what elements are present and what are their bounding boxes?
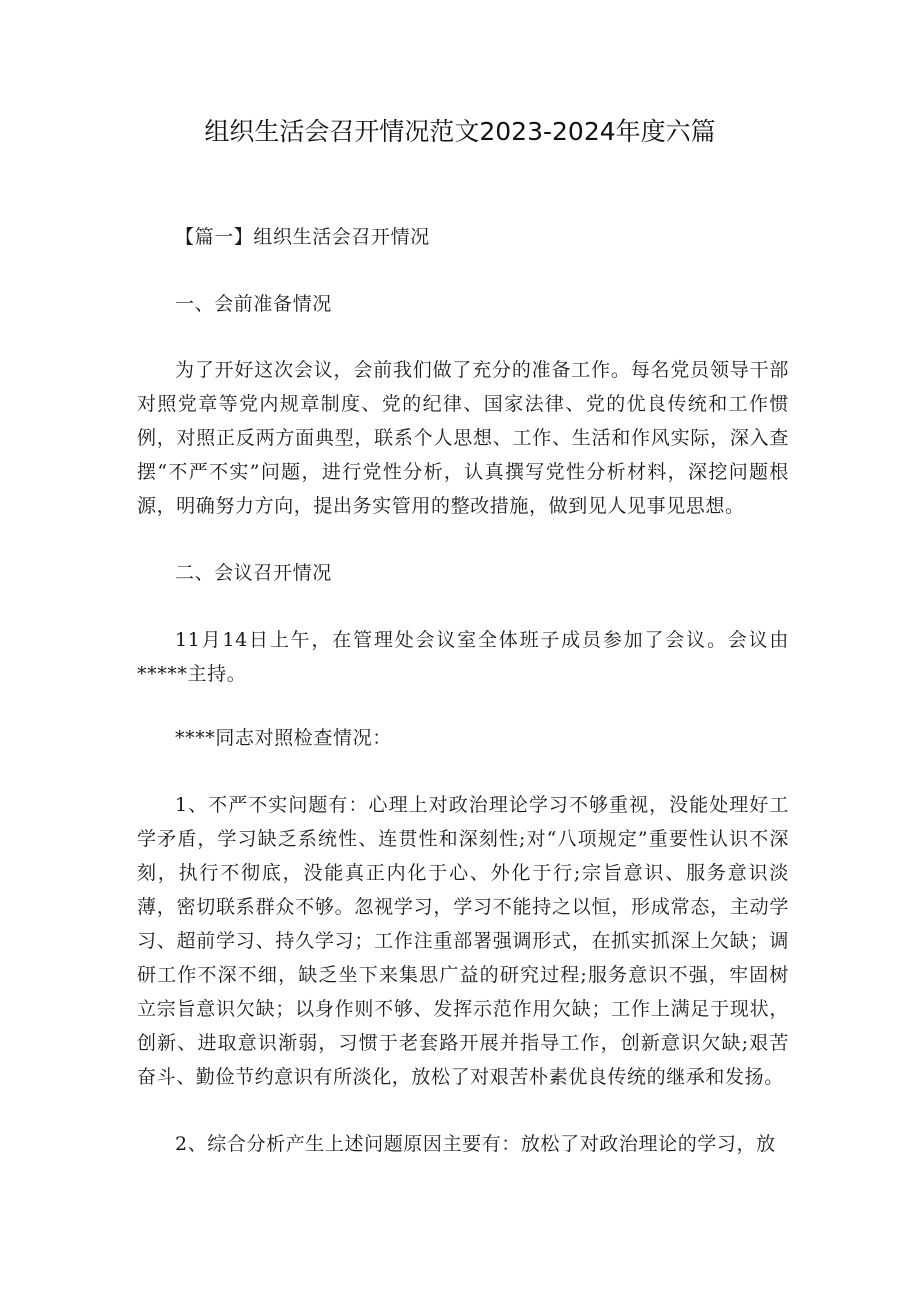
section-heading: 【篇一】组织生活会召开情况 (175, 226, 430, 248)
paragraph-comrade-review: ****同志对照检查情况： (175, 727, 392, 749)
paragraph-causes: 2、综合分析产生上述问题原因主要有：放松了对政治理论的学习，放 (175, 1133, 776, 1155)
paragraph-preparation: 为了开好这次会议，会前我们做了充分的准备工作。每名党员领导干部对照党章等党内规章制度、党的纪律、国家法律、党的优良传统和工作惯例，对照正反两方面典型，联系个人思想、工作、生活和作风实际，深入查摆“不严不实”问题，进行党性分析，认真撰写党性分析材料，深挖问题根源，明确努力方向，提出务实管用的整改措施，做到见人见事见思想。 (137, 359, 789, 517)
document-title: 组织生活会召开情况范文2023-2024年度六篇 (204, 117, 716, 146)
subheading-preparation: 一、会前准备情况 (175, 293, 332, 315)
subheading-meeting: 二、会议召开情况 (175, 562, 332, 584)
paragraph-meeting-date: 11月14日上午，在管理处会议室全体班子成员参加了会议。会议由*****主持。 (137, 629, 789, 685)
paragraph-problems: 1、不严不实问题有：心理上对政治理论学习不够重视，没能处理好工学矛盾，学习缺乏系统性、连贯性和深刻性;对“八项规定”重要性认识不深刻，执行不彻底，没能真正内化于心、外化于行;宗旨意识、服务意识淡薄，密切联系群众不够。忽视学习，学习不能持之以恒，形成常态，主动学习、超前学习、持久学习；工作注重部署强调形式，在抓实抓深上欠缺；调研工作不深不细，缺乏坐下来集思广益的研究过程;服务意识不强，牢固树立宗旨意识欠缺；以身作则不够、发挥示范作用欠缺；工作上满足于现状，创新、进取意识渐弱，习惯于老套路开展并指导工作，创新意识欠缺;艰苦奋斗、勤俭节约意识有所淡化，放松了对艰苦朴素优良传统的继承和发扬。 (137, 794, 789, 1088)
